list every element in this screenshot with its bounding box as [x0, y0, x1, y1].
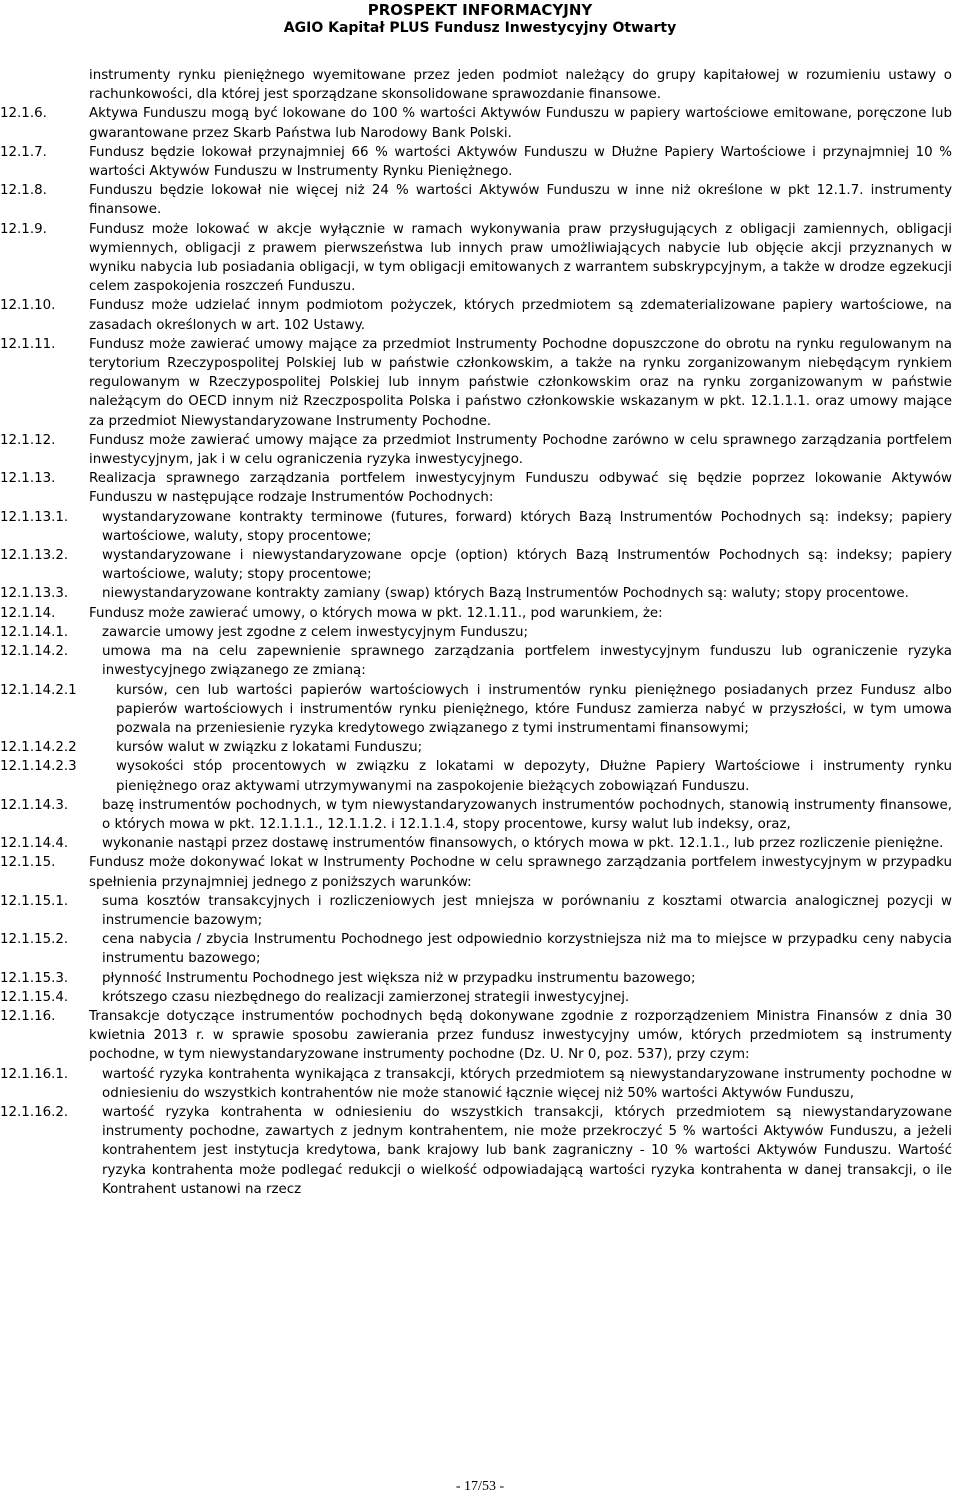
section-number: 12.1.14.2. — [0, 644, 69, 660]
section-number: 12.1.11. — [0, 336, 56, 352]
section-number: 12.1.15.2. — [0, 932, 69, 948]
section-number: 12.1.13.2. — [0, 548, 69, 564]
document-section — [0, 1007, 960, 1065]
document-section — [0, 757, 960, 795]
document-section — [0, 508, 960, 546]
section-text: Fundusz może dokonywać lokat w Instrumenty Pochodne w celu sprawnego zarządzania portfelem inwestycyjnym w przypadku spełnienia przynajmniej jednego z poniższych warunków: — [89, 855, 952, 890]
document-section — [0, 1065, 960, 1103]
section-number: 12.1.14.2.1 — [0, 682, 77, 698]
section-text: Fundusz może udzielać innym podmiotom pożyczek, których przedmiotem są zdematerializowane papiery wartościowe, na zasadach określonych w art. 102 Ustawy. — [89, 298, 952, 333]
section-number: 12.1.14.2.2 — [0, 740, 77, 756]
section-number: 12.1.15. — [0, 855, 56, 871]
document-section — [0, 220, 960, 297]
document-section — [0, 642, 960, 680]
section-number: 12.1.15.1. — [0, 893, 69, 909]
section-text: Fundusz może zawierać umowy mające za przedmiot Instrumenty Pochodne zarówno w celu sprawnego zarządzania portfelem inwestycyjnym, jak i w celu ograniczenia ryzyka inwestycyjnego. — [89, 432, 952, 468]
section-text: niewystandaryzowane kontrakty zamiany (swap) których Bazą Instrumentów Pochodnych są: waluty; stopy procentowe. — [102, 586, 909, 602]
document-section — [0, 143, 960, 181]
section-number: 12.1.8. — [0, 183, 47, 199]
section-number: 12.1.14.4. — [0, 836, 69, 852]
section-number: 12.1.7. — [0, 144, 47, 160]
section-number: 12.1.15.4. — [0, 989, 69, 1005]
section-text: instrumenty rynku pieniężnego wyemitowane przez jeden podmiot należący do grupy kapitałowej w rozumieniu ustawy o rachunkowości, dla której jest sporządzane skonsolidowane sprawozdanie finansowe. — [89, 68, 952, 103]
document-body — [0, 66, 960, 1199]
section-text: wystandaryzowane i niewystandaryzowane opcje (option) których Bazą Instrumentów Pochodnych są: indeksy; papiery wartościowe, waluty; stopy procentowe; — [102, 548, 952, 583]
page-number: - 17/53 - — [455, 1479, 505, 1494]
document-section — [0, 296, 960, 334]
document-section — [0, 431, 960, 469]
document-section — [0, 66, 960, 104]
document-section — [0, 1103, 960, 1199]
document-section — [0, 335, 960, 431]
section-text: Aktywa Funduszu mogą być lokowane do 100 % wartości Aktywów Funduszu w papiery wartościowe emitowane, poręczone lub gwarantowane przez Skarb Państwa lub Narodowy Bank Polski. — [89, 106, 952, 141]
document-section — [0, 969, 960, 988]
section-text: wysokości stóp procentowych w związku z lokatami w depozyty, Dłużne Papiery Wartościowe i instrumenty rynku pieniężnego oraz aktywami utrzymywanymi na zaspokojenie bieżących zobowiązań Funduszu. — [116, 759, 952, 794]
section-text: Transakcje dotyczące instrumentów pochodnych będą dokonywane zgodnie z rozporządzeniem Ministra Finansów z dnia 30 kwietnia 2013 r. w sprawie sposobu zawierania przez fundusz inwestycyjny umów, których przedmiotem są instrumenty pochodne, w tym niewystandaryzowane instrumenty pochodne (Dz. U. Nr 0, poz. 537), przy czym: — [89, 1008, 952, 1063]
section-number: 12.1.14.2.3 — [0, 759, 77, 775]
section-text: Fundusz będzie lokował przynajmniej 66 % wartości Aktywów Funduszu w Dłużne Papiery Wartościowe i przynajmniej 10 % wartości Aktywów Funduszu w Instrumenty Rynku Pieniężnego. — [89, 144, 952, 180]
document-section — [0, 469, 960, 507]
document-section — [0, 104, 960, 142]
section-text: zawarcie umowy jest zgodne z celem inwestycyjnym Funduszu; — [102, 624, 529, 640]
section-number: 12.1.16.1. — [0, 1066, 69, 1082]
section-number: 12.1.16. — [0, 1008, 56, 1024]
document-section — [0, 834, 960, 853]
document-section — [0, 546, 960, 584]
section-number: 12.1.13.3. — [0, 586, 69, 602]
section-text: Realizacja sprawnego zarządzania portfelem inwestycyjnym Funduszu odbywać się będzie poprzez lokowanie Aktywów Funduszu w następujące rodzaje Instrumentów Pochodnych: — [89, 471, 952, 506]
section-text: bazę instrumentów pochodnych, w tym niewystandaryzowanych instrumentów pochodnych, stanowią instrumenty finansowe, o których mowa w pkt. 12.1.1.1., 12.1.1.2. i 12.1.1.4, stopy procentowe, kursy walut lub indeksy, oraz, — [102, 797, 952, 832]
section-number: 12.1.9. — [0, 221, 47, 237]
section-text: Fundusz może zawierać umowy mające za przedmiot Instrumenty Pochodne dopuszczone do obrotu na rynku regulowanym na terytorium Rzeczypospolitej Polskiej lub w państwie członkowskim, a także na rynku zorganizowanym niebędącym rynkiem regulowanym w Rzeczypospolitej Polskiej lub innym państwie członkowskim oraz na rynku zorganizowanym w państwie należącym do OECD innym niż Rzeczpospolita Polska i państwo członkowskie wskazanym w pkt. 12.1.1.1. oraz umowy mające za przedmiot Niewystandaryzowane Instrumenty Pochodne. — [89, 336, 952, 429]
document-section — [0, 623, 960, 642]
section-number: 12.1.14.3. — [0, 797, 69, 813]
section-text: kursów, cen lub wartości papierów wartościowych i instrumentów rynku pieniężnego posiadanych przez Fundusz albo papierów wartościowych i instrumentów rynku pieniężnego, które Fundusz zamierza nabyć w przyszłości, w tym umowa pozwala na przeniesienie ryzyka kredytowego związanego z tymi instrumentami finansowymi; — [116, 682, 952, 736]
section-number: 12.1.6. — [0, 106, 47, 122]
document-section — [0, 853, 960, 891]
section-text: wartość ryzyka kontrahenta wynikająca z transakcji, których przedmiotem są niewystandaryzowane instrumenty pochodne w odniesieniu do wszystkich kontrahentów nie może stanowić łącznie więcej niż 50% wartości Aktywów Funduszu, — [102, 1066, 952, 1101]
document-section — [0, 181, 960, 219]
section-number: 12.1.14.1. — [0, 624, 69, 640]
section-text: wystandaryzowane kontrakty terminowe (futures, forward) których Bazą Instrumentów Pochodnych są: indeksy; papiery wartościowe, waluty, stopy procentowe; — [102, 509, 952, 544]
section-number: 12.1.13. — [0, 471, 56, 487]
document-section — [0, 892, 960, 930]
section-number: 12.1.12. — [0, 432, 56, 448]
document-section — [0, 988, 960, 1007]
section-text: wykonanie nastąpi przez dostawę instrumentów finansowych, o których mowa w pkt. 12.1.1., lub przez rozliczenie pieniężne. — [102, 836, 944, 852]
document-section — [0, 930, 960, 968]
header-prospectus-title: PROSPEKT INFORMACYJNY — [367, 1, 593, 19]
section-number: 12.1.10. — [0, 298, 56, 314]
document-section — [0, 738, 960, 757]
section-number: 12.1.13.1. — [0, 509, 69, 525]
document-section — [0, 796, 960, 834]
section-text: Fundusz może zawierać umowy, o których mowa w pkt. 12.1.11., pod warunkiem, że: — [89, 605, 663, 621]
section-text: płynność Instrumentu Pochodnego jest większa niż w przypadku instrumentu bazowego; — [102, 970, 696, 986]
section-text: kursów walut w związku z lokatami Funduszu; — [116, 740, 423, 756]
section-number: 12.1.14. — [0, 605, 56, 621]
document-section — [0, 584, 960, 603]
header-fund-name: AGIO Kapitał PLUS Fundusz Inwestycyjny Otwarty — [283, 20, 677, 36]
section-text: cena nabycia / zbycia Instrumentu Pochodnego jest odpowiednio korzystniejsza niż ma to miejsce w przypadku ceny nabycia instrumentu bazowego; — [102, 932, 952, 967]
section-text: umowa ma na celu zapewnienie sprawnego zarządzania portfelem inwestycyjnym funduszu lub ograniczenie ryzyka inwestycyjnego związanego ze zmianą: — [102, 644, 952, 679]
section-text: krótszego czasu niezbędnego do realizacji zamierzonej strategii inwestycyjnej. — [102, 989, 630, 1005]
section-text: suma kosztów transakcyjnych i rozliczeniowych jest mniejsza w porównaniu z kosztami otwarcia analogicznej pozycji w instrumencie bazowym; — [102, 893, 952, 928]
section-number: 12.1.16.2. — [0, 1104, 69, 1120]
document-section — [0, 681, 960, 739]
document-section — [0, 604, 960, 623]
section-text: Fundusz może lokować w akcje wyłącznie w ramach wykonywania praw przysługujących z obligacji zamiennych, obligacji wymiennych, obligacji z prawem pierwszeństwa lub innych praw umożliwiających nabycie lub objęcie akcji przyznanych w wyniku nabycia lub posiadania obligacji, w tym obligacji emitowanych z warrantem subskrypcyjnym, a także w drodze egzekucji celem zaspokojenia roszczeń Funduszu. — [89, 221, 952, 295]
section-text: Funduszu będzie lokował nie więcej niż 24 % wartości Aktywów Funduszu w inne niż określone w pkt 12.1.7. instrumenty finansowe. — [89, 183, 952, 218]
section-number: 12.1.15.3. — [0, 970, 69, 986]
page-header — [0, 0, 960, 37]
section-text: wartość ryzyka kontrahenta w odniesieniu do wszystkich transakcji, których przedmiotem są niewystandaryzowane instrumenty pochodne, zawartych z jednym kontrahentem, nie może przekroczyć 5 % wartości Aktywów Funduszu, a jeżeli kontrahentem jest instytucja kredytowa, bank krajowy lub bank zagraniczny - 10 % wartości Aktywów Funduszu. Wartość ryzyka kontrahenta może podlegać redukcji o wielkość odpowiadającą wartości ryzyka kontrahenta w danej transakcji, o ile Kontrahent ustanowi na rzecz — [102, 1104, 952, 1197]
